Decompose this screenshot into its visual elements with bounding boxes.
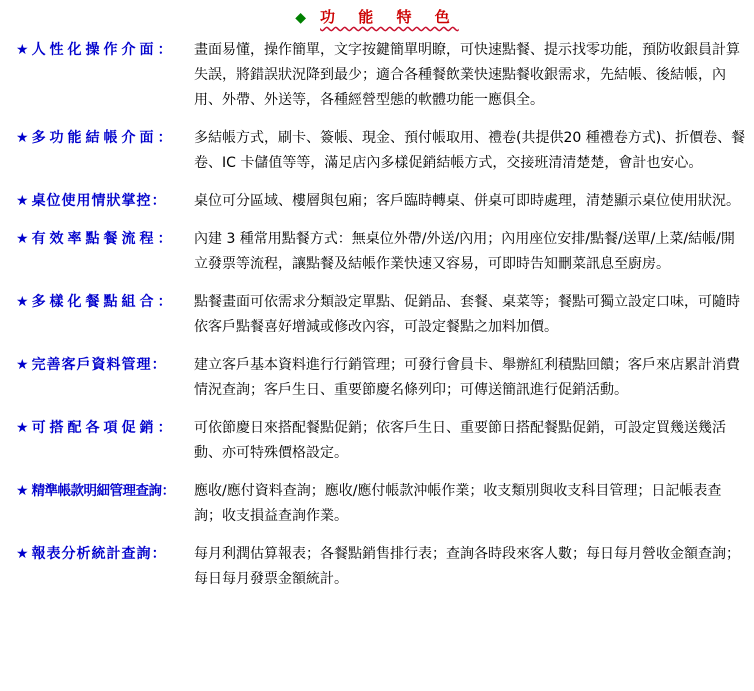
- feature-heading: ★ 多樣化餐點組合：: [16, 294, 172, 310]
- feature-heading-text: 人性化操作介面: [31, 42, 158, 58]
- feature-item: [16, 416, 746, 466]
- feature-item: [16, 542, 746, 592]
- feature-item: [16, 479, 746, 529]
- star-icon: ★: [16, 420, 29, 436]
- feature-description: 建立客戶基本資料進行行銷管理；可發行會員卡、舉辦紅利積點回饋；客戶來店累計消費情況查詢；客戶生日、重要節慶名條列印；可傳送簡訊進行促銷活動。: [194, 357, 740, 398]
- feature-heading: ★ 桌位使用情狀掌控：: [16, 193, 166, 209]
- feature-heading-text: 有效率點餐流程: [31, 231, 158, 247]
- feature-heading-text: 可搭配各項促銷: [31, 420, 158, 436]
- star-icon: ★: [16, 483, 29, 499]
- feature-heading-text: 多功能結帳介面: [31, 130, 158, 146]
- feature-description: 畫面易懂，操作簡單，文字按鍵簡單明瞭，可快速點餐、提示找零功能，預防收銀員計算失誤，將錯誤狀況降到最少；適合各種餐飲業快速點餐收銀需求，先結帳、後結帳，內用、外帶、外送等，各種經營型態的軟體功能一應俱全。: [194, 42, 740, 108]
- feature-heading: ★ 完善客戶資料管理：: [16, 357, 166, 373]
- feature-item: [16, 290, 746, 340]
- feature-heading-text: 報表分析統計查詢: [31, 546, 152, 562]
- feature-description: 桌位可分區域、樓層與包廂；客戶臨時轉桌、併桌可即時處理，清楚顯示桌位使用狀況。: [194, 193, 740, 209]
- feature-description: 應收/應付資料查詢；應收/應付帳款沖帳作業；收支類別與收支科目管理；日記帳表查詢；收支損益查詢作業。: [194, 483, 722, 524]
- feature-description: 多結帳方式，刷卡、簽帳、現金、預付帳取用、禮卷(共提供20 種禮卷方式)、折價卷、餐卷、IC 卡儲值等等，滿足店內多樣促銷結帳方式，交接班清清楚楚，會計也安心。: [194, 130, 746, 171]
- feature-heading: ★ 有效率點餐流程：: [16, 231, 172, 247]
- feature-heading: ★ 精準帳款明細管理查詢：: [16, 483, 176, 499]
- diamond-icon: ◆: [295, 10, 307, 26]
- star-icon: ★: [16, 357, 29, 373]
- feature-heading-text: 完善客戶資料管理: [31, 357, 152, 373]
- feature-item: [16, 126, 746, 176]
- feature-heading: ★ 人性化操作介面：: [16, 42, 172, 58]
- feature-heading: ★ 可搭配各項促銷：: [16, 420, 172, 436]
- star-icon: ★: [16, 42, 29, 58]
- feature-description: 可依節慶日來搭配餐點促銷；依客戶生日、重要節日搭配餐點促銷，可設定買幾送幾活動、亦可特殊價格設定。: [194, 420, 726, 461]
- feature-heading-text: 多樣化餐點組合: [31, 294, 158, 310]
- star-icon: ★: [16, 231, 29, 247]
- star-icon: ★: [16, 130, 29, 146]
- feature-item: [16, 227, 746, 277]
- feature-item: [16, 353, 746, 403]
- feature-item: [16, 38, 746, 113]
- star-icon: ★: [16, 294, 29, 310]
- feature-list: [16, 38, 746, 605]
- feature-heading: ★ 多功能結帳介面：: [16, 130, 172, 146]
- feature-description: 點餐畫面可依需求分類設定單點、促銷品、套餐、桌菜等；餐點可獨立設定口味，可隨時依客戶點餐喜好增減或修改內容，可設定餐點之加料加價。: [194, 294, 740, 335]
- feature-description: 內建 3 種常用點餐方式：無桌位外帶/外送/內用；內用座位安排/點餐/送單/上菜/結帳/開立發票等流程，讓點餐及結帳作業快速又容易，可即時告知刪菜訊息至廚房。: [194, 231, 735, 272]
- star-icon: ★: [16, 193, 29, 209]
- page-title: [0, 6, 754, 27]
- feature-description: 每月利潤估算報表；各餐點銷售排行表；查詢各時段來客人數；每日每月營收金額查詢；每日每月發票金額統計。: [194, 546, 740, 587]
- page-title-text: 功 能 特 色: [320, 8, 459, 26]
- star-icon: ★: [16, 546, 29, 562]
- feature-item: [16, 189, 746, 214]
- feature-heading-text: 桌位使用情狀掌控: [31, 193, 152, 209]
- feature-heading: ★ 報表分析統計查詢：: [16, 546, 166, 562]
- feature-heading-text: 精準帳款明細管理查詢: [31, 483, 162, 499]
